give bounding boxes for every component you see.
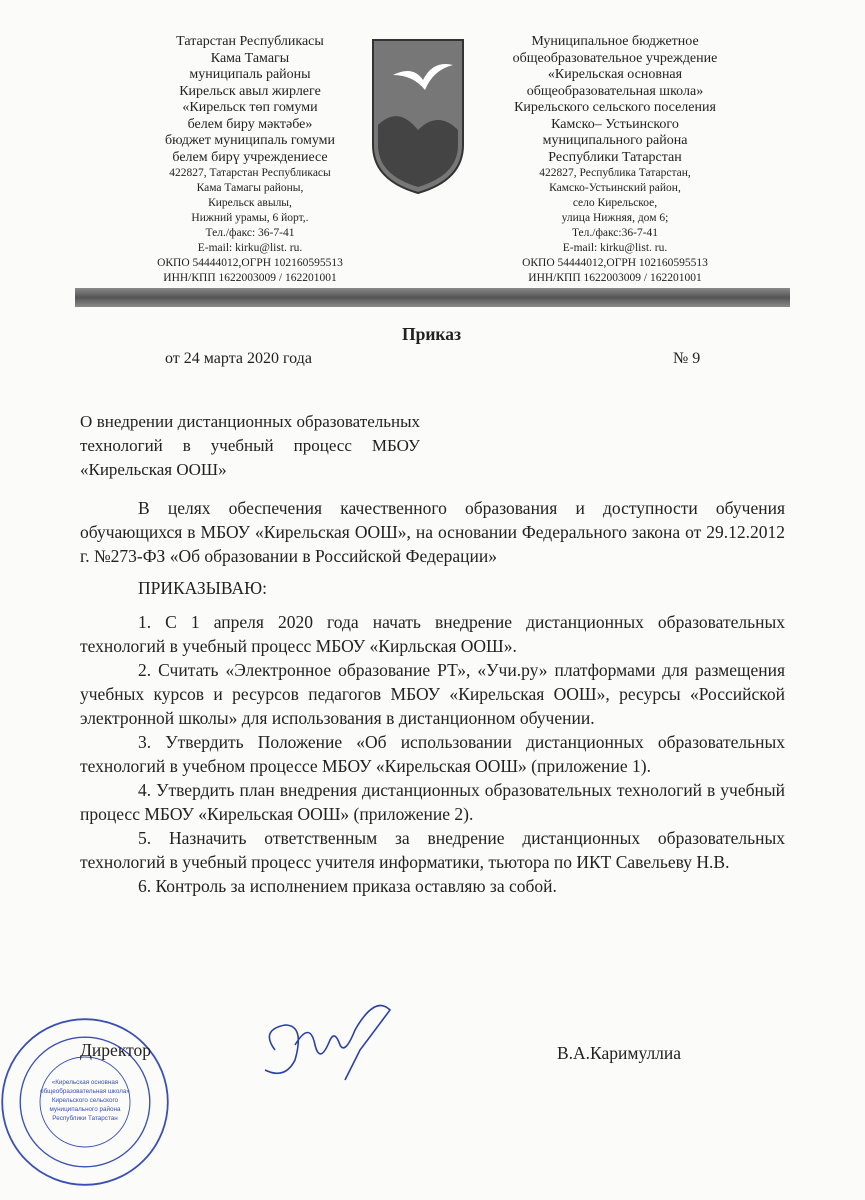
svg-text:Кирельского сельского: Кирельского сельского	[51, 1097, 119, 1104]
header-divider	[75, 288, 790, 307]
header-line: белем биру мәктәбе»	[187, 116, 313, 132]
header-contact-line: ОКПО 54444012,ОГРН 102160595513	[522, 257, 708, 269]
order-item-3: 3. Утвердить Положение «Об использовании дистанционных образовательных технологий в учебном процессе МБОУ «Кирельская ООШ» (приложение 1).	[80, 732, 785, 776]
header-contact-line: 422827, Татарстан Республикасы	[169, 167, 331, 179]
header-line: Кирельск авыл жирлеге	[179, 83, 321, 99]
header-line: Татарстан Республикасы	[176, 34, 324, 49]
header-contact-line: Тел./факс:36-7-41	[571, 227, 659, 239]
header-contact-line: Кама Тамагы районы,	[196, 182, 304, 194]
header-line: Муниципальное бюджетное	[531, 34, 699, 49]
document-title: Приказ	[402, 324, 462, 344]
signer-name: В.А.Каримуллиа	[557, 1043, 682, 1063]
document-body	[80, 410, 785, 898]
document-number: № 9	[673, 350, 701, 367]
document-date: от 24 марта 2020 года	[165, 350, 312, 367]
preamble: В целях обеспечения качественного образования и доступности обучения обучающихся в МБОУ «Кирельская ООШ», на основании Федерального закона от 29.12.2012 г. №273-ФЗ «Об образовании в Российской Федерации»	[80, 498, 785, 566]
header-contact-line: ИНН/КПП 1622003009 / 162201001	[528, 272, 702, 284]
header-contact-line: E-mail: kirku@list. ru.	[197, 242, 303, 254]
signature	[255, 990, 405, 1085]
header-contact-line: Камско-Устьинский район,	[549, 182, 681, 194]
header-contact-line: 422827, Республика Татарстан,	[539, 167, 691, 179]
header-contact-line: Нижний урамы, 6 йорт,.	[191, 212, 309, 224]
header-line: Камско– Устьинского	[551, 116, 679, 132]
svg-text:общеобразовательная школа»: общеобразовательная школа»	[40, 1088, 130, 1095]
header-contact-line: E-mail: kirku@list. ru.	[562, 242, 668, 254]
header-contact-line: ИНН/КПП 1622003009 / 162201001	[163, 272, 337, 284]
header-line: муниципального района	[542, 133, 688, 148]
header-line: общеобразовательная школа»	[526, 83, 704, 99]
header-contact-line: ОКПО 54444012,ОГРН 102160595513	[157, 257, 343, 269]
order-item-1: 1. С 1 апреля 2020 года начать внедрение дистанционных образовательных технологий в учебный процесс МБОУ «Кирльская ООШ».	[80, 612, 785, 656]
header-line: «Кирельская основная	[547, 67, 683, 82]
header-line: муниципаль районы	[189, 67, 311, 82]
official-stamp	[0, 1012, 175, 1192]
svg-text:Республики Татарстан: Республики Татарстан	[52, 1115, 118, 1122]
svg-text:муниципального района: муниципального района	[49, 1106, 121, 1113]
header-contact-line: улица Нижняя, дом 6;	[561, 212, 669, 224]
header-contact-line: Кирельск авылы,	[208, 197, 292, 209]
order-word: ПРИКАЗЫВАЮ:	[138, 578, 267, 598]
header-contact-line: Тел./факс: 36-7-41	[205, 227, 295, 239]
header-line: Республики Татарстан	[548, 149, 682, 165]
header-right-russian	[500, 34, 730, 286]
svg-text:«Кирельская основная: «Кирельская основная	[51, 1079, 119, 1086]
header-contact-line: село Кирельское,	[572, 197, 658, 209]
signer-title: Директор	[80, 1040, 152, 1060]
header-line: Кама Тамагы	[210, 50, 290, 66]
order-item-4: 4. Утвердить план внедрения дистанционных образовательных технологий в учебный процесс МБОУ «Кирельская ООШ» (приложение 2).	[80, 780, 785, 824]
header-line: бюджет муниципаль гомуми	[165, 133, 335, 148]
emblem-icon	[368, 35, 468, 195]
order-item-2: 2. Считать «Электронное образование РТ», «Учи.ру» платформами для размещения учебных курсов и ресурсов педагогов МБОУ «Кирельская ООШ», ресурсы «Российской электронной школы» для использования в дистанционном обучении.	[80, 660, 785, 728]
order-item-6: 6. Контроль за исполнением приказа оставляю за собой.	[138, 876, 557, 896]
header-left-tatar	[140, 34, 360, 286]
header-line: «Кирельск төп гомуми	[182, 100, 318, 115]
header-line: Кирельского сельского поселения	[514, 100, 716, 115]
header-line: белем бирү учреждениесе	[172, 149, 328, 165]
header-line: общеобразовательное учреждение	[512, 50, 718, 66]
order-item-5: 5. Назначить ответственным за внедрение дистанционных образовательных технологий в учебный процесс учителя информатики, тьютора по ИКТ Савельеву Н.В.	[80, 828, 785, 872]
order-subject: О внедрении дистанционных образовательных технологий в учебный процесс МБОУ «Кирельская ООШ»	[80, 412, 420, 479]
